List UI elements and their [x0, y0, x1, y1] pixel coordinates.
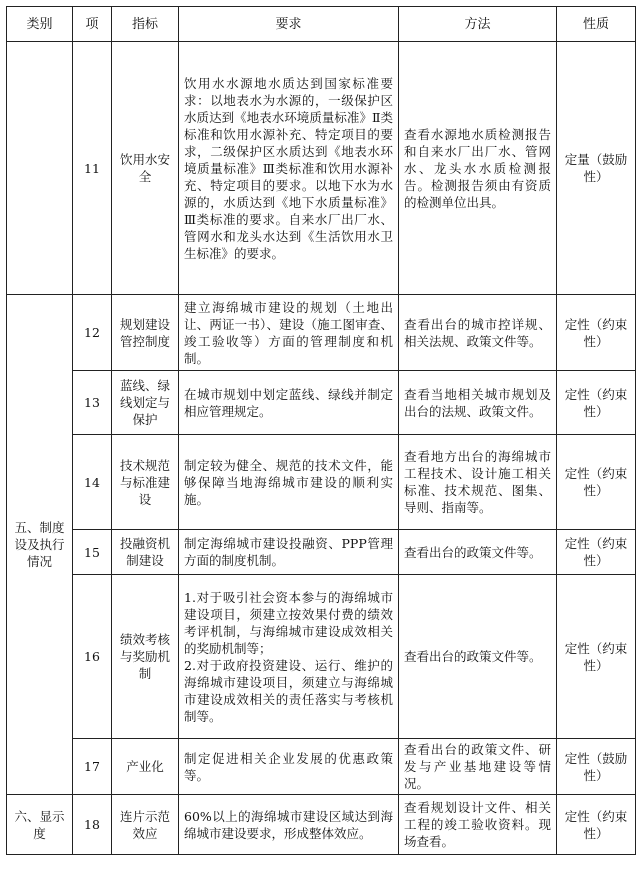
table-row — [7, 739, 636, 795]
method-cell: 查看当地相关城市规划及出台的法规、政策文件。 — [399, 371, 557, 435]
category-cell — [7, 42, 73, 295]
indicator-cell: 连片示范效应 — [112, 795, 179, 855]
indicator-cell: 产业化 — [112, 739, 179, 795]
item-number: 12 — [73, 295, 112, 371]
indicator-cell: 规划建设管控制度 — [112, 295, 179, 371]
indicator-cell: 技术规范与标准建设 — [112, 435, 179, 530]
indicator-cell: 饮用水安全 — [112, 42, 179, 295]
method-cell: 查看出台的政策文件、研发与产业基地建设等情况。 — [399, 739, 557, 795]
nature-cell: 定性（鼓励性） — [557, 739, 636, 795]
requirement-cell: 饮用水水源地水质达到国家标准要求：以地表水为水源的，一级保护区水质达到《地表水环境质量标准》Ⅱ类标准和饮用水源补充、特定项目的要求，二级保护区水质达到《地表水环境质量标准》Ⅲ类标准和饮用水源补充、特定项目的要求。以地下水为水源的，水质达到《地下水质量标准》Ⅲ类标准的要求。自来水厂出厂水、管网水和龙头水达到《生活饮用水卫生标准》的要求。 — [179, 42, 399, 295]
header-method: 方法 — [399, 7, 557, 42]
table-row — [7, 295, 636, 371]
method-cell: 查看出台的城市控详规、相关法规、政策文件等。 — [399, 295, 557, 371]
requirement-cell: 制定海绵城市建设投融资、PPP管理方面的制度机制。 — [179, 530, 399, 575]
item-number: 16 — [73, 575, 112, 739]
requirement-cell — [179, 575, 399, 739]
category-cell: 五、制度设及执行情况 — [7, 295, 73, 795]
header-indicator: 指标 — [112, 7, 179, 42]
requirement-cell: 制定较为健全、规范的技术文件，能够保障当地海绵城市建设的顺利实施。 — [179, 435, 399, 530]
nature-cell: 定性（约束性） — [557, 371, 636, 435]
table-row — [7, 575, 636, 739]
category-cell: 六、显示度 — [7, 795, 73, 855]
header-item: 项 — [73, 7, 112, 42]
table-row — [7, 530, 636, 575]
item-number: 14 — [73, 435, 112, 530]
method-cell: 查看出台的政策文件等。 — [399, 530, 557, 575]
header-nature: 性质 — [557, 7, 636, 42]
indicator-cell: 蓝线、绿线划定与保护 — [112, 371, 179, 435]
nature-cell: 定性（约束性） — [557, 795, 636, 855]
table-row — [7, 435, 636, 530]
nature-cell: 定性（约束性） — [557, 530, 636, 575]
header-row — [7, 7, 636, 42]
method-cell: 查看规划设计文件、相关工程的竣工验收资料。现场查看。 — [399, 795, 557, 855]
indicator-table — [6, 6, 636, 855]
item-number: 13 — [73, 371, 112, 435]
indicator-cell: 投融资机制建设 — [112, 530, 179, 575]
requirement-cell: 在城市规划中划定蓝线、绿线并制定相应管理规定。 — [179, 371, 399, 435]
requirement-line: 1.对于吸引社会资本参与的海绵城市建设项目，须建立按效果付费的绩效考评机制，与海绵城市建设成效相关的奖励机制等； — [184, 589, 393, 656]
nature-cell: 定性（约束性） — [557, 575, 636, 739]
nature-cell: 定量（鼓励性） — [557, 42, 636, 295]
requirement-cell: 制定促进相关企业发展的优惠政策等。 — [179, 739, 399, 795]
item-number: 15 — [73, 530, 112, 575]
item-number: 17 — [73, 739, 112, 795]
requirement-cell: 60%以上的海绵城市建设区域达到海绵城市建设要求，形成整体效应。 — [179, 795, 399, 855]
method-cell: 查看地方出台的海绵城市工程技术、设计施工相关标准、技术规范、图集、导则、指南等。 — [399, 435, 557, 530]
item-number: 11 — [73, 42, 112, 295]
table-row — [7, 42, 636, 295]
indicator-cell: 绩效考核与奖励机制 — [112, 575, 179, 739]
header-category: 类别 — [7, 7, 73, 42]
requirement-line: 2.对于政府投资建设、运行、维护的海绵城市建设项目，须建立与海绵城市建设成效相关的责任落实与考核机制等。 — [184, 657, 393, 724]
method-cell: 查看水源地水质检测报告和自来水厂出厂水、管网水、龙头水水质检测报告。检测报告须由有资质的检测单位出具。 — [399, 42, 557, 295]
table-row — [7, 795, 636, 855]
method-cell: 查看出台的政策文件等。 — [399, 575, 557, 739]
nature-cell: 定性（约束性） — [557, 435, 636, 530]
header-requirement: 要求 — [179, 7, 399, 42]
requirement-cell: 建立海绵城市建设的规划（土地出让、两证一书）、建设（施工图审查、竣工验收等）方面的管理制度和机制。 — [179, 295, 399, 371]
nature-cell: 定性（约束性） — [557, 295, 636, 371]
table-row — [7, 371, 636, 435]
item-number: 18 — [73, 795, 112, 855]
